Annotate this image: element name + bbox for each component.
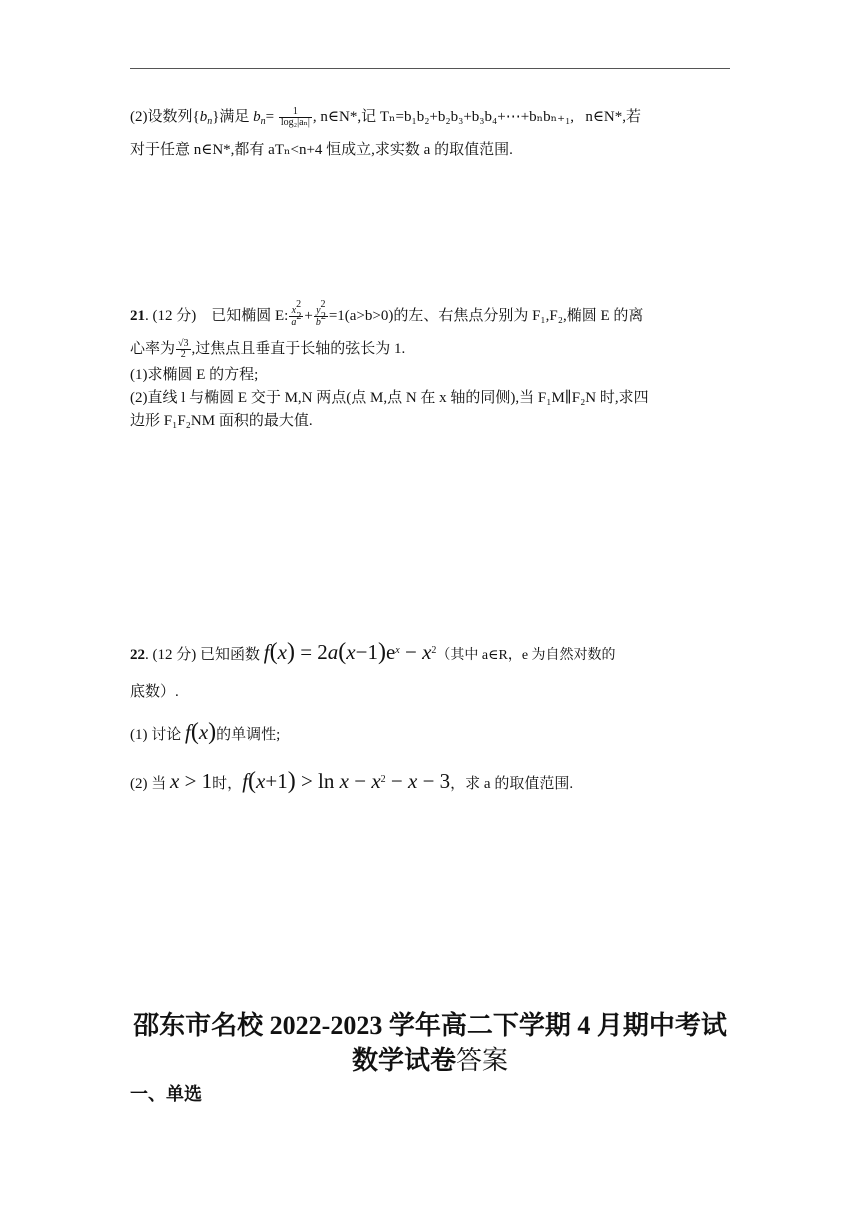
- answer-title-line1: 邵东市名校 2022-2023 学年高二下学期 4 月期中考试: [133, 1011, 727, 1040]
- eccentricity-fraction: $\frac{√3}{2}$: [178, 338, 189, 361]
- b-definition-fraction: $\frac{1}{\text{log₂|aₙ|}}$: [280, 106, 310, 129]
- q22-part2: (2) 当 x > 1时，$f(x+1) > \ln x - x^2 - x - 3$，求 a 的取值范围.: [130, 768, 574, 794]
- answer-title-line2: 数学试卷答案: [351, 1046, 509, 1075]
- q21-part1: (1)求椭圆 E 的方程;: [130, 367, 259, 383]
- ellipse-y-fraction: $\frac{y^2}{b^2}$: [315, 299, 326, 329]
- q22-part1: (1) 讨论 f(x)的单调性;: [130, 719, 281, 745]
- header-rule: [130, 68, 730, 69]
- q21-line2: 心率为 $\frac{√3}{2}$ ,过焦点且垂直于长轴的弦长为 1.: [130, 338, 406, 361]
- ellipse-x-fraction: $\frac{x^2}{a^2}$: [291, 299, 302, 329]
- q21-part2-line2: 边形 F₁F₂NM 面积的最大值.: [130, 413, 313, 429]
- section-heading: 一、单选: [130, 1084, 202, 1104]
- q21-part2-line1: (2)直线 l 与椭圆 E 交于 M,N 两点(点 M,点 N 在 x 轴的同侧),当 F₁M∥F₂N 时,求四: [130, 390, 649, 406]
- q22-line2: 底数）.: [130, 684, 179, 700]
- q20-part2-line1: (2)设数列$\{b_n\}$满足 $b_n=$ $\frac{1}{\text{log₂|aₙ|}}$ , n∈N*,记 Tₙ=b₁b₂+b₂b₃+b₃b₄+⋯+bₙbₙ₊₁, n∈N*,若: [130, 106, 641, 129]
- q21-line1: 21. (12 分) 已知椭圆 E: $\frac{x^2}{a^2}$ + $\frac{y^2}{b^2}$ =1(a>b>0)的左、右焦点分别为 F₁,F₂,椭圆 E 的离: [130, 299, 644, 329]
- q20-part2-line2: 对于任意 n∈N*,都有 aTₙ<n+4 恒成立,求实数 a 的取值范围.: [130, 142, 513, 158]
- q22-line1: 22. (12 分) 已知函数 $f(x) = 2a(x-1)e^x - x^2$（其中 a∈R，e 为自然对数的: [130, 639, 616, 665]
